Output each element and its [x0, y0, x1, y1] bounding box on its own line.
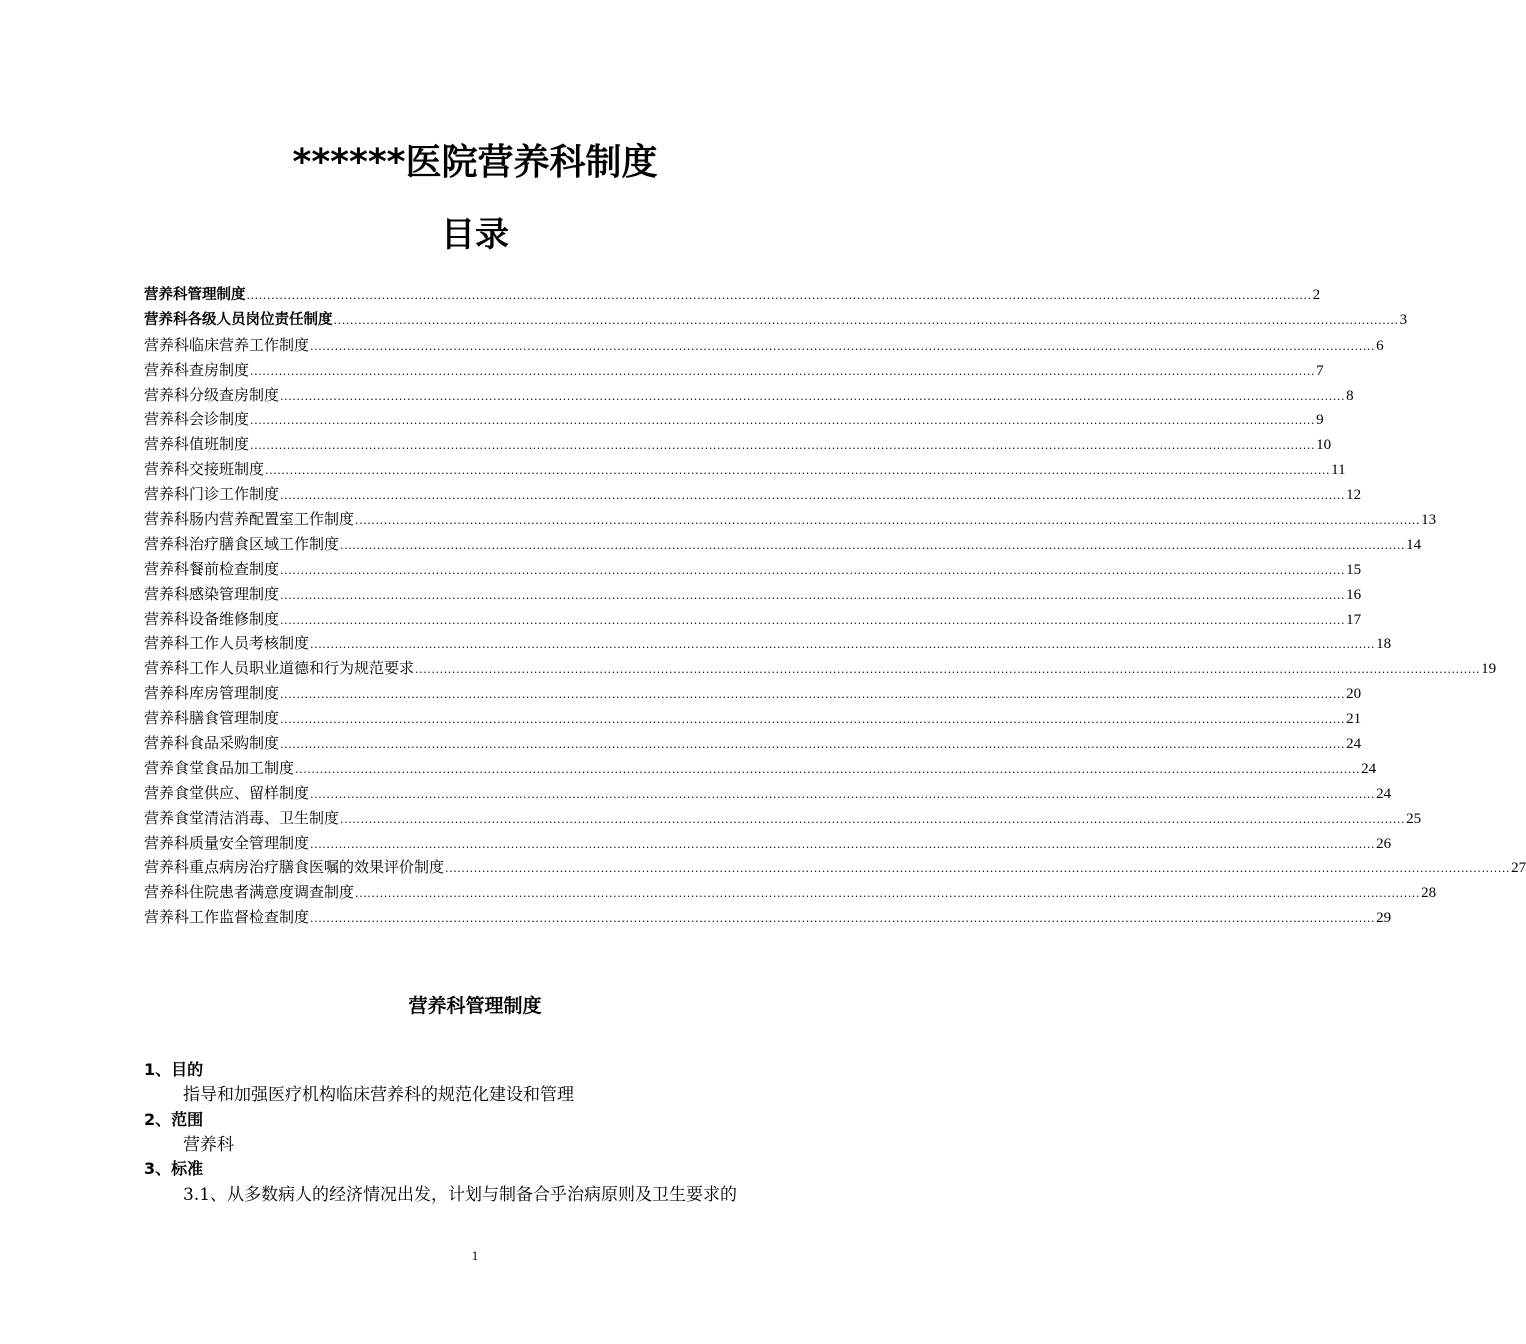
item3-text: 3.1、从多数病人的经济情况出发，计划与制备合乎治病原则及卫生要求的	[183, 1185, 738, 1205]
toc-entry-title: 营养科质量安全管理制度	[144, 833, 310, 852]
toc-dot-leader: ....................................................................................................................................................................................................................................................................	[265, 464, 1331, 478]
toc-dot-leader: ....................................................................................................................................................................................................................................................................	[445, 862, 1511, 876]
table-of-contents	[144, 283, 1526, 930]
item2-text: 营养科	[183, 1135, 234, 1155]
toc-entry-page: 21	[1346, 711, 1362, 728]
toc-dot-leader: ....................................................................................................................................................................................................................................................................	[280, 688, 1346, 702]
toc-entry-title: 营养科感染管理制度	[144, 584, 280, 603]
toc-dot-leader: ....................................................................................................................................................................................................................................................................	[310, 787, 1376, 801]
toc-entry-title: 营养科餐前检查制度	[144, 559, 280, 578]
toc-entry-page: 2	[1312, 287, 1321, 303]
toc-entry[interactable]	[144, 333, 1384, 358]
toc-entry[interactable]	[144, 582, 1362, 607]
toc-dot-leader: ....................................................................................................................................................................................................................................................................	[415, 663, 1481, 677]
toc-entry-title: 营养科工作监督检查制度	[144, 908, 310, 927]
toc-dot-leader: ....................................................................................................................................................................................................................................................................	[295, 762, 1361, 776]
toc-entry[interactable]	[144, 806, 1422, 831]
toc-dot-leader: ....................................................................................................................................................................................................................................................................	[310, 912, 1376, 926]
toc-dot-leader: ....................................................................................................................................................................................................................................................................	[340, 812, 1406, 826]
item1-text: 指导和加强医疗机构临床营养科的规范化建设和管理	[183, 1085, 574, 1105]
toc-entry[interactable]	[144, 308, 1408, 333]
toc-entry-page: 24	[1376, 785, 1392, 802]
toc-entry-title: 营养科管理制度	[144, 287, 246, 303]
toc-entry-page: 13	[1421, 512, 1437, 529]
toc-entry-title: 营养科值班制度	[144, 435, 250, 454]
toc-entry-title: 营养科膳食管理制度	[144, 709, 280, 728]
toc-entry-title: 营养食堂食品加工制度	[144, 758, 295, 777]
toc-dot-leader: ....................................................................................................................................................................................................................................................................	[280, 613, 1346, 627]
toc-entry[interactable]	[144, 482, 1362, 507]
toc-dot-leader: ....................................................................................................................................................................................................................................................................	[250, 414, 1316, 428]
toc-entry-page: 11	[1331, 462, 1346, 479]
toc-entry[interactable]	[144, 880, 1437, 905]
toc-entry-page: 7	[1316, 362, 1324, 379]
toc-entry-title: 营养科会诊制度	[144, 410, 250, 429]
toc-entry-page: 6	[1376, 337, 1384, 354]
toc-entry[interactable]	[144, 358, 1324, 383]
item3-heading: 3、标准	[144, 1159, 204, 1178]
toc-dot-leader: ....................................................................................................................................................................................................................................................................	[355, 514, 1421, 528]
toc-entry[interactable]	[144, 507, 1437, 532]
toc-entry[interactable]	[144, 756, 1377, 781]
toc-dot-leader: ....................................................................................................................................................................................................................................................................	[280, 489, 1346, 503]
toc-dot-leader: ....................................................................................................................................................................................................................................................................	[280, 389, 1346, 403]
toc-entry-page: 8	[1346, 387, 1354, 404]
toc-entry[interactable]	[144, 532, 1422, 557]
toc-dot-leader: ....................................................................................................................................................................................................................................................................	[250, 364, 1316, 378]
toc-entry-page: 10	[1316, 437, 1332, 454]
toc-dot-leader: ....................................................................................................................................................................................................................................................................	[280, 588, 1346, 602]
toc-dot-leader: ....................................................................................................................................................................................................................................................................	[355, 887, 1421, 901]
toc-entry-title: 营养科工作人员职业道德和行为规范要求	[144, 659, 415, 678]
toc-entry-title: 营养科治疗膳食区域工作制度	[144, 534, 340, 553]
toc-entry[interactable]	[144, 781, 1392, 806]
toc-entry-title: 营养科交接班制度	[144, 460, 265, 479]
toc-dot-leader: ....................................................................................................................................................................................................................................................................	[246, 289, 1312, 302]
toc-entry[interactable]	[144, 855, 1526, 880]
toc-entry-title: 营养科设备维修制度	[144, 609, 280, 628]
toc-entry-title: 营养科重点病房治疗膳食医嘱的效果评价制度	[144, 858, 445, 877]
toc-entry-page: 12	[1346, 487, 1362, 504]
toc-entry[interactable]	[144, 681, 1362, 706]
toc-entry-title: 营养食堂清洁消毒、卫生制度	[144, 808, 340, 827]
toc-entry-title: 营养科库房管理制度	[144, 684, 280, 703]
toc-entry[interactable]	[144, 283, 1321, 308]
toc-entry-page: 25	[1406, 810, 1422, 827]
toc-entry-title: 营养科查房制度	[144, 360, 250, 379]
toc-dot-leader: ....................................................................................................................................................................................................................................................................	[310, 638, 1376, 652]
item1-heading: 1、目的	[144, 1060, 204, 1079]
toc-entry-page: 17	[1346, 611, 1362, 628]
toc-entry[interactable]	[144, 631, 1392, 656]
toc-entry-title: 营养科分级查房制度	[144, 385, 280, 404]
toc-entry[interactable]	[144, 432, 1332, 457]
toc-entry-title: 营养科工作人员考核制度	[144, 634, 310, 653]
toc-entry[interactable]	[144, 731, 1362, 756]
toc-entry[interactable]	[144, 557, 1362, 582]
toc-entry-title: 营养食堂供应、留样制度	[144, 783, 310, 802]
toc-entry[interactable]	[144, 905, 1392, 930]
toc-entry-page: 18	[1376, 636, 1392, 653]
toc-dot-leader: ....................................................................................................................................................................................................................................................................	[280, 713, 1346, 727]
item2-heading: 2、范围	[144, 1110, 204, 1129]
toc-entry-title: 营养科各级人员岗位责任制度	[144, 311, 333, 328]
toc-entry-title: 营养科临床营养工作制度	[144, 335, 310, 354]
toc-entry-page: 14	[1406, 536, 1422, 553]
toc-entry-page: 3	[1399, 311, 1408, 328]
toc-dot-leader: ....................................................................................................................................................................................................................................................................	[250, 439, 1316, 453]
toc-entry[interactable]	[144, 383, 1354, 408]
toc-entry-title: 营养科食品采购制度	[144, 734, 280, 753]
toc-entry-page: 16	[1346, 586, 1362, 603]
toc-entry[interactable]	[144, 407, 1324, 432]
toc-entry-title: 营养科肠内营养配置室工作制度	[144, 510, 355, 529]
toc-entry-page: 9	[1316, 412, 1324, 429]
toc-dot-leader: ....................................................................................................................................................................................................................................................................	[310, 339, 1376, 353]
toc-entry-page: 28	[1421, 885, 1437, 902]
toc-entry-page: 20	[1346, 686, 1362, 703]
toc-dot-leader: ....................................................................................................................................................................................................................................................................	[340, 538, 1406, 552]
toc-entry[interactable]	[144, 457, 1346, 482]
toc-entry-page: 27	[1511, 860, 1526, 877]
toc-entry-title: 营养科住院患者满意度调查制度	[144, 883, 355, 902]
toc-entry[interactable]	[144, 706, 1362, 731]
toc-dot-leader: ....................................................................................................................................................................................................................................................................	[310, 837, 1376, 851]
toc-dot-leader: ....................................................................................................................................................................................................................................................................	[280, 738, 1346, 752]
toc-entry-page: 26	[1376, 835, 1392, 852]
toc-entry-page: 19	[1481, 661, 1497, 678]
toc-entry-page: 24	[1361, 760, 1377, 777]
section-heading: 营养科管理制度	[408, 995, 542, 1017]
toc-heading: 目录	[441, 215, 509, 255]
document-title: ******医院营养科制度	[292, 142, 658, 183]
page-number: 1	[471, 1248, 479, 1263]
toc-entry[interactable]	[144, 831, 1392, 856]
toc-entry-page: 29	[1376, 910, 1392, 927]
toc-entry[interactable]	[144, 607, 1362, 632]
toc-entry[interactable]	[144, 656, 1497, 681]
toc-entry-page: 15	[1346, 561, 1362, 578]
toc-dot-leader: ....................................................................................................................................................................................................................................................................	[280, 563, 1346, 577]
toc-entry-page: 24	[1346, 736, 1362, 753]
toc-entry-title: 营养科门诊工作制度	[144, 485, 280, 504]
toc-dot-leader: ....................................................................................................................................................................................................................................................................	[333, 313, 1399, 327]
